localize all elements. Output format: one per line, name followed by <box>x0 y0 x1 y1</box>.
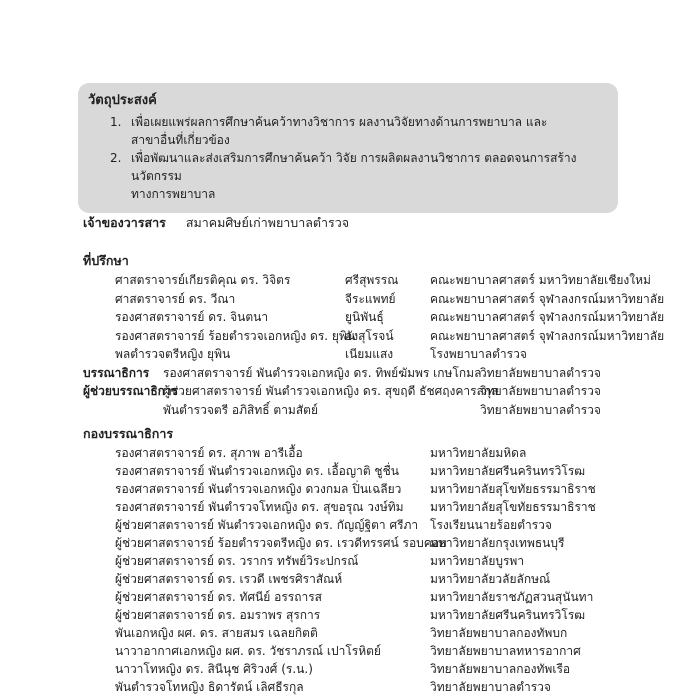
board-member-name: พันเอกหญิง ผศ. ดร. สายสมร เฉลยกิตติ <box>115 626 318 640</box>
advisors-rows <box>83 271 690 364</box>
board-row <box>83 462 690 480</box>
advisor-surname: อังสุโรจน์ <box>345 328 394 343</box>
advisor-affiliation: คณะพยาบาลศาสตร์ มหาวิทยาลัยเชียงใหม่ <box>430 273 651 287</box>
objectives-list <box>88 113 604 203</box>
advisor-name: รองศาสตราจารย์ ร้อยตำรวจเอกหญิง ดร. ยุพิน <box>115 328 356 343</box>
board-member-affiliation: มหาวิทยาลัยสุโขทัยธรรมาธิราช <box>430 500 596 514</box>
editor-name: รองศาสตราจารย์ พันตำรวจเอกหญิง ดร. ทิพย์ฆัมพร เกษโกมล <box>163 365 482 380</box>
board-member-name: นาวาอากาศเอกหญิง ผศ. ดร. วัชราภรณ์ เปาโรหิตย์ <box>115 644 381 658</box>
board-member-affiliation: มหาวิทยาลัยราชภัฏสวนสุนันทา <box>430 590 594 604</box>
board-row <box>83 606 690 624</box>
assistant-editor-affiliation: วิทยาลัยพยาบาลตำรวจ <box>480 402 601 417</box>
board-row <box>83 534 690 552</box>
assistant-editor-name: พันตำรวจตรี อภิสิทธิ์ ตามสัตย์ <box>163 402 318 417</box>
assistant-editor-name: ผู้ช่วยศาสตราจารย์ พันตำรวจเอกหญิง ดร. สุขฤดี ธัชศฤงคารสกุล <box>163 384 499 398</box>
advisor-surname: ศรีสุพรรณ <box>345 273 399 287</box>
board-row <box>83 570 690 588</box>
advisor-affiliation: คณะพยาบาลศาสตร์ จุฬาลงกรณ์มหาวิทยาลัย <box>430 291 665 306</box>
board-member-affiliation: มหาวิทยาลัยบูรพา <box>430 554 525 568</box>
advisor-name: พลตำรวจตรีหญิง ยุพิน <box>115 347 231 361</box>
advisor-name: ศาสตราจารย์เกียรติคุณ ดร. วิจิตร <box>115 273 291 287</box>
board-member-name: รองศาสตราจารย์ พันตำรวจเอกหญิง ดวงกมล ปิ่นเฉลียว <box>115 482 402 496</box>
assistant-editor-label: ผู้ช่วยบรรณาธิการ <box>83 384 179 398</box>
board-member-name: รองศาสตราจารย์ พันตำรวจโทหญิง ดร. สุขอรุณ วงษ์ทิม <box>115 500 404 514</box>
board-member-affiliation: วิทยาลัยพยาบาลกองทัพบก <box>430 626 568 640</box>
board-member-affiliation: มหาวิทยาลัยกรุงเทพธนบุรี <box>430 536 565 550</box>
objectives-heading: วัตถุประสงค์ <box>88 93 157 108</box>
board-member-affiliation: มหาวิทยาลัยมหิดล <box>430 446 527 460</box>
masthead-content <box>83 214 690 696</box>
board-member-name: ผู้ช่วยศาสตราจารย์ พันตำรวจเอกหญิง ดร. กัญญ์ฐิตา ศรีภา <box>115 518 419 532</box>
board-member-affiliation: วิทยาลัยพยาบาลกองทัพเรือ <box>430 662 571 676</box>
board-member-affiliation: มหาวิทยาลัยวลัยลักษณ์ <box>430 572 551 586</box>
board-member-name: ผู้ช่วยศาสตราจารย์ ดร. ทัศนีย์ อรรถารส <box>115 590 322 604</box>
board-member-name: ผู้ช่วยศาสตราจารย์ ดร. เรวดี เพชรศิราสัณห์ <box>115 572 343 586</box>
objective-number: 1. <box>110 115 122 129</box>
board-member-name: พันตำรวจโทหญิง ธิดารัตน์ เลิศธีรกุล <box>115 680 304 694</box>
board-row <box>83 444 690 462</box>
board-member-affiliation: วิทยาลัยพยาบาลตำรวจ <box>430 680 551 694</box>
advisor-surname: เนียมแสง <box>345 347 394 361</box>
advisor-row <box>83 327 690 346</box>
board-member-affiliation: โรงเรียนนายร้อยตำรวจ <box>430 518 552 532</box>
board-member-name: ผู้ช่วยศาสตราจารย์ ร้อยตำรวจตรีหญิง ดร. เรวดีทรรศน์ รอบคอบ <box>115 536 447 550</box>
board-row <box>83 678 690 696</box>
editor-row <box>83 364 690 383</box>
board-member-affiliation: มหาวิทยาลัยศรีนครินทรวิโรฒ <box>430 608 586 622</box>
objective-text: เพื่อเผยแพร่ผลการศึกษาค้นคว้าทางวิชาการ ผลงานวิจัยทางด้านการพยาบาล และ สาขาอื่นที่เกี่ยวข้อง <box>131 115 548 147</box>
editorial-board-section <box>83 425 690 696</box>
board-member-name: ผู้ช่วยศาสตราจารย์ ดร. วรากร ทรัพย์วิระปกรณ์ <box>115 554 359 568</box>
editor-label: บรรณาธิการ <box>83 365 150 380</box>
board-row <box>83 480 690 498</box>
assistant-editor-row <box>83 382 690 401</box>
objective-item <box>110 113 604 149</box>
objective-text: เพื่อพัฒนาและส่งเสริมการศึกษาค้นคว้า วิจัย การผลิตผลงานวิชาการ ตลอดจนการสร้างนวัตกรรม ทางการพยาบาล <box>131 151 577 201</box>
board-member-affiliation: มหาวิทยาลัยสุโขทัยธรรมาธิราช <box>430 482 596 496</box>
board-row <box>83 624 690 642</box>
assistant-editor-label <box>83 401 163 420</box>
owner-value: สมาคมศิษย์เก่าพยาบาลตำรวจ <box>185 215 350 230</box>
board-row <box>83 516 690 534</box>
advisor-surname: ยูนิพันธุ์ <box>345 310 384 324</box>
advisor-row <box>83 308 690 327</box>
advisor-row <box>83 345 690 364</box>
assistant-editor-affiliation: วิทยาลัยพยาบาลตำรวจ <box>480 384 601 398</box>
board-member-affiliation: วิทยาลัยพยาบาลทหารอากาศ <box>430 644 581 658</box>
advisor-row <box>83 290 690 309</box>
advisor-surname: จีระแพทย์ <box>345 291 396 306</box>
editorial-board-rows <box>83 444 690 696</box>
editorial-board-heading: กองบรรณาธิการ <box>83 426 174 441</box>
objective-number: 2. <box>110 151 122 165</box>
advisors-heading: ที่ปรึกษา <box>83 253 129 268</box>
board-member-name: รองศาสตราจารย์ ดร. สุภาพ อารีเอื้อ <box>115 446 303 460</box>
advisor-name: ศาสตราจารย์ ดร. วีณา <box>115 291 236 306</box>
board-member-name: นาวาโทหญิง ดร. สินีนุช ศิริวงศ์ (ร.น.) <box>115 662 313 676</box>
board-member-name: ผู้ช่วยศาสตราจารย์ ดร. อมราพร สุรการ <box>115 608 321 622</box>
board-row <box>83 588 690 606</box>
board-row <box>83 498 690 516</box>
objectives-box <box>78 83 618 213</box>
advisor-affiliation: คณะพยาบาลศาสตร์ จุฬาลงกรณ์มหาวิทยาลัย <box>430 310 665 324</box>
journal-owner <box>83 214 690 232</box>
owner-label: เจ้าของวารสาร <box>83 215 166 230</box>
advisor-name: รองศาสตราจารย์ ดร. จินตนา <box>115 310 269 324</box>
advisor-row <box>83 271 690 290</box>
board-row <box>83 660 690 678</box>
assistant-editor-row <box>83 401 690 420</box>
assistant-editor-rows <box>83 382 690 419</box>
advisor-affiliation: คณะพยาบาลศาสตร์ จุฬาลงกรณ์มหาวิทยาลัย <box>430 328 665 343</box>
objective-item <box>110 149 604 203</box>
advisor-affiliation: โรงพยาบาลตำรวจ <box>430 347 527 361</box>
board-member-affiliation: มหาวิทยาลัยศรีนครินทรวิโรฒ <box>430 464 586 478</box>
board-member-name: รองศาสตราจารย์ พันตำรวจเอกหญิง ดร. เอื้อญาติ ชูชื่น <box>115 464 399 478</box>
board-row <box>83 552 690 570</box>
editor-affiliation: วิทยาลัยพยาบาลตำรวจ <box>480 365 601 380</box>
board-row <box>83 642 690 660</box>
